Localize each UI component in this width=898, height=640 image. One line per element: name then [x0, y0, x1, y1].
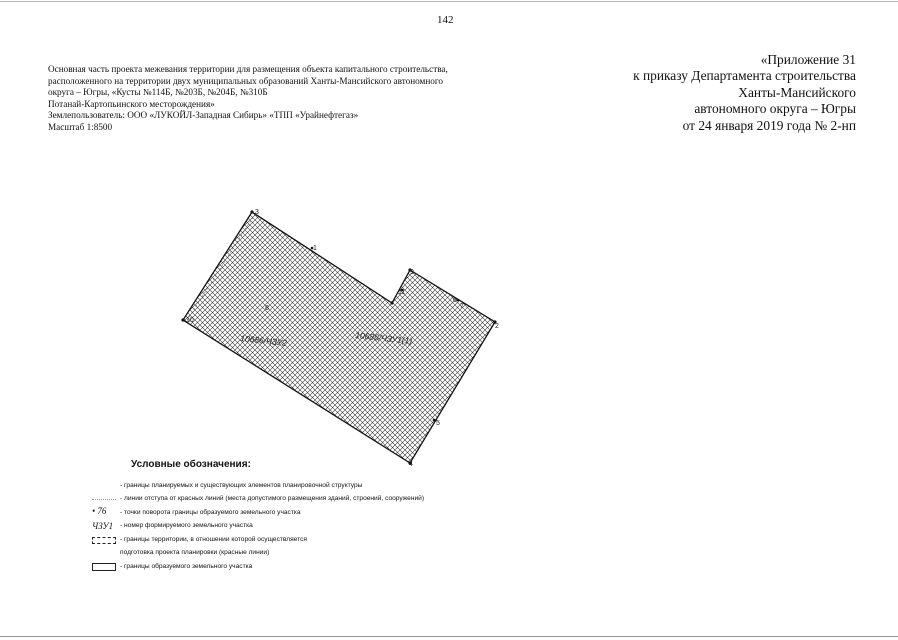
- vertex-label: 9: [410, 269, 414, 276]
- legend-symbol: [92, 520, 120, 532]
- vertex-point: [181, 318, 184, 321]
- legend-text: - точки поворота границы образуемого земельного участка: [120, 509, 301, 516]
- turn-point-symbol: 76: [97, 506, 107, 516]
- legend-symbol: [92, 537, 120, 544]
- legend-text: - границы планируемых и существующих элементов планировочной структуры: [120, 482, 363, 489]
- legend-symbol: [92, 499, 120, 500]
- parcel-label: 10686/ЧЗУ2: [239, 333, 288, 348]
- land-user-line: Землепользователь: ООО «ЛУКОЙЛ-Западная Сибирь» «ТПП «Урайнефтегаз»: [48, 110, 359, 121]
- project-title-line: Основная часть проекта межевания территории для размещения объекта капитального строительства,: [48, 64, 448, 74]
- project-title-line: расположенного на территории двух муниципальных образований Ханты-Мансийского автономного: [48, 75, 444, 86]
- legend-item: [92, 493, 424, 505]
- vertex-label: 10: [186, 317, 194, 324]
- vertex-point: [433, 419, 436, 422]
- legend-text: - границы территории, в отношении которой осуществляется: [120, 536, 307, 543]
- legend-title: Условные обозначения:: [131, 459, 251, 470]
- legend-item: [92, 561, 252, 573]
- scale-line: Масштаб 1:8500: [48, 121, 113, 132]
- legend-symbol: [92, 563, 120, 571]
- legend-text: - номер формируемого земельного участка: [120, 522, 253, 529]
- vertex-label: 11: [398, 289, 406, 296]
- parcel-number-symbol: ЧЗУ1: [92, 521, 114, 531]
- vertex-label: 1: [313, 245, 317, 252]
- legend-text: - границы образуемого земельного участка: [120, 563, 253, 570]
- appendix-date-line: от 24 января 2019 года № 2-нп: [682, 117, 856, 133]
- vertex-label: 4: [409, 461, 413, 468]
- legend-item-continuation: [120, 547, 269, 559]
- parcel-label: 10686/ЧЗУ1(1): [354, 330, 413, 346]
- appendix-title: «Приложение 31: [760, 52, 856, 67]
- legend-item: [92, 480, 362, 492]
- legend-text: подготовка проекта планировки (красные линии): [120, 549, 270, 556]
- vertex-label: 2: [495, 323, 499, 330]
- vertex-point: [457, 299, 460, 302]
- vertex-label: 3: [255, 209, 259, 216]
- scan-edge-bottom: [0, 636, 898, 637]
- vertex-point: [250, 210, 253, 213]
- project-title-line: Потанай-Картопьинского месторождения»: [48, 98, 215, 109]
- page-number: 142: [437, 14, 454, 26]
- parcel-polygon: [183, 212, 495, 463]
- project-title-line: округа – Югры, «Кусты №114Б, №203Б, №204Б, №310Б: [48, 87, 268, 98]
- legend-item: [92, 507, 301, 519]
- legend-item: [92, 520, 253, 532]
- vertex-label: 7: [460, 303, 464, 310]
- legend-text: - линии отступа от красных линий (места допустимого размещения зданий, строений, сооружений): [120, 495, 425, 502]
- legend-symbol: • 76: [92, 506, 107, 516]
- appendix-order-line: Ханты-Мансийского: [738, 84, 856, 100]
- legend-item: [92, 534, 307, 546]
- vertex-label: 5: [436, 420, 440, 427]
- appendix-order-line: к приказу Департамента строительства: [633, 68, 856, 84]
- appendix-order-line: автономного округа – Югры: [694, 101, 856, 117]
- vertex-label: 8: [265, 305, 269, 312]
- vertex-point: [390, 301, 393, 304]
- vertex-label: 6: [453, 297, 457, 304]
